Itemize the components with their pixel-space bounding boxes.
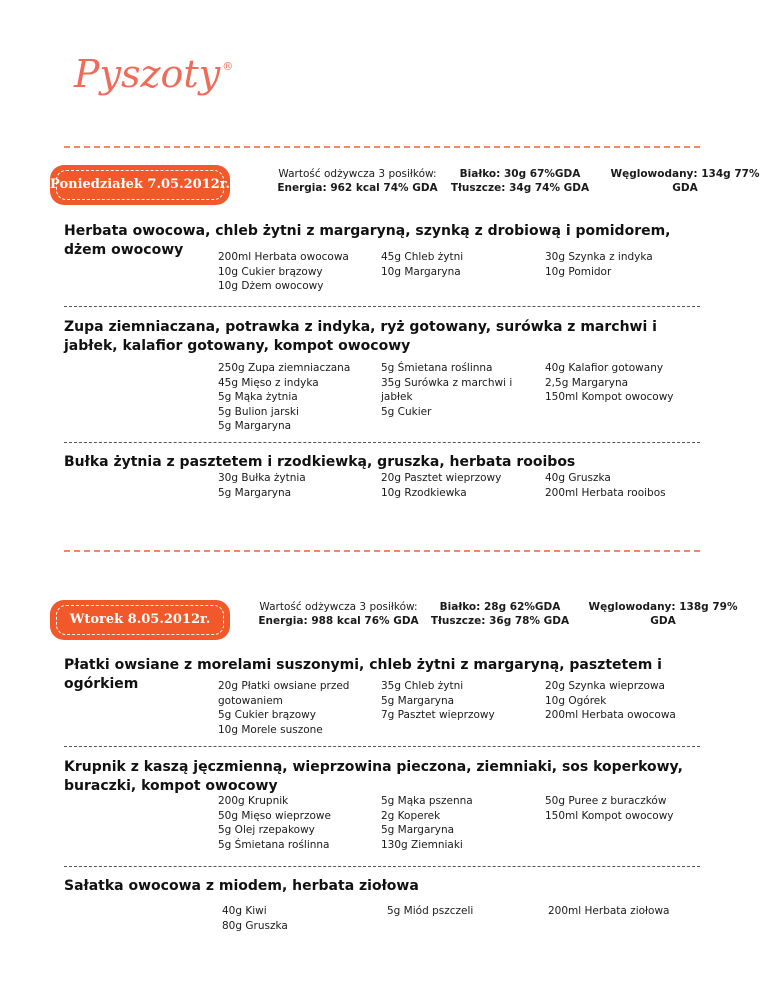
day-badge-monday: Poniedziałek 7.05.2012r. [50, 165, 230, 205]
meal-title: Krupnik z kaszą jęczmienną, wieprzowina pieczona, ziemniaki, sos koperkowy, buraczki, kompot owocowy [64, 759, 683, 794]
ingredient-item: 40g Gruszka [545, 472, 611, 484]
ingredient-item: 200g Krupnik [218, 795, 289, 807]
ingredient-item: 5g Mąka pszenna [381, 795, 473, 807]
ingredients-col-3 [545, 679, 685, 723]
meal-divider [64, 866, 700, 867]
ingredient-item: 45g Mięso z indyka [218, 376, 319, 389]
ingredients-col-2 [381, 471, 521, 500]
ingredient-item: 130g Ziemniaki [381, 838, 463, 851]
meal-title: Sałatka owocowa z miodem, herbata ziołowa [64, 878, 419, 894]
day-badge-tuesday: Wtorek 8.05.2012r. [50, 600, 230, 640]
ingredient-item: 5g Cukier brązowy [218, 709, 316, 721]
ingredient-item: 5g Cukier [381, 405, 432, 418]
nutrition-energy: Wartość odżywcza 3 posiłków: Energia: 988 kcal 76% GDA [258, 601, 419, 627]
ingredient-item: 40g Kiwi [222, 905, 267, 917]
ingredient-item: 30g Bułka żytnia [218, 472, 306, 484]
ingredients-col-3 [548, 904, 688, 919]
ingredient-item: 5g Miód pszczeli [387, 905, 474, 917]
ingredient-item: 250g Zupa ziemniaczana [218, 362, 351, 374]
ingredient-item: 20g Szynka wieprzowa [545, 680, 665, 692]
ingredients-col-2 [381, 250, 521, 279]
ingredient-item: 10g Pomidor [545, 265, 612, 278]
ingredients-col-2 [381, 361, 521, 419]
ingredient-item: 5g Margaryna [218, 420, 292, 432]
ingredient-item: 7g Pasztet wieprzowy [381, 709, 495, 721]
ingredient-item: 35g Surówka z marchwi i jabłek [381, 376, 513, 403]
ingredients-col-1 [218, 679, 358, 737]
ingredients-col-2 [387, 904, 527, 919]
ingredient-item: 45g Chleb żytni [381, 251, 464, 263]
section-divider [64, 146, 700, 148]
meal-title: Płatki owsiane z morelami suszonymi, chleb żytni z margaryną, pasztetem i ogórkiem [64, 657, 662, 692]
ingredient-item: 20g Pasztet wieprzowy [381, 472, 502, 484]
ingredients-col-1 [218, 361, 358, 434]
meal-title: Zupa ziemniaczana, potrawka z indyka, ryż gotowany, surówka z marchwi i jabłek, kalafior gotowany, kompot owocowy [64, 319, 657, 354]
ingredient-item: 200ml Herbata owocowa [545, 709, 676, 721]
meal-snack [64, 453, 704, 472]
nutrition-carbs: Węglowodany: 134g 77% GDA [610, 168, 760, 194]
ingredient-item: 5g Margaryna [381, 694, 455, 707]
ingredient-item: 10g Morele suszone [218, 723, 323, 736]
meal-divider [64, 306, 700, 307]
ingredient-item: 10g Rzodkiewka [381, 486, 467, 499]
ingredient-item: 5g Śmietana roślinna [218, 838, 330, 851]
meal-title: Bułka żytnia z pasztetem i rzodkiewką, gruszka, herbata rooibos [64, 454, 576, 470]
ingredients-col-3 [545, 471, 685, 500]
ingredients-col-3 [545, 794, 685, 823]
ingredient-item: 150ml Kompot owocowy [545, 809, 674, 822]
ingredients-col-3 [545, 361, 685, 405]
ingredient-item: 2,5g Margaryna [545, 376, 629, 389]
ingredients-col-1 [218, 794, 358, 852]
ingredient-item: 5g Margaryna [218, 486, 292, 499]
ingredient-item: 10g Dżem owocowy [218, 280, 324, 292]
ingredient-item: 5g Bulion jarski [218, 405, 299, 418]
ingredient-item: 35g Chleb żytni [381, 680, 464, 692]
ingredient-item: 200ml Herbata owocowa [218, 251, 349, 263]
ingredients-col-1 [222, 904, 362, 933]
ingredient-item: 40g Kalafior gotowany [545, 362, 664, 374]
meal-title: Herbata owocowa, chleb żytni z margaryną, szynką z drobiową i pomidorem, dżem owocowy [64, 223, 671, 258]
ingredient-item: 50g Puree z buraczków [545, 795, 667, 807]
ingredients-col-2 [381, 794, 521, 852]
ingredient-item: 5g Margaryna [381, 824, 455, 836]
ingredient-item: 5g Śmietana roślinna [381, 362, 493, 374]
ingredient-item: 10g Ogórek [545, 694, 607, 707]
ingredient-item: 2g Koperek [381, 809, 441, 822]
ingredient-item: 30g Szynka z indyka [545, 251, 653, 263]
meal-snack [64, 877, 704, 896]
meal-divider [64, 442, 700, 443]
nutrition-carbs: Węglowodany: 138g 79% GDA [588, 601, 738, 627]
nutrition-protein-fat: Białko: 30g 67%GDA Tłuszcze: 34g 74% GDA [450, 168, 590, 194]
ingredient-item: 200ml Herbata rooibos [545, 486, 666, 499]
brand-logo: Pyszoty ® [74, 52, 234, 96]
ingredient-item: 20g Płatki owsiane przed gotowaniem [218, 680, 350, 707]
ingredient-item: 150ml Kompot owocowy [545, 391, 674, 403]
ingredient-item: 50g Mięso wieprzowe [218, 809, 331, 822]
ingredients-col-1 [218, 250, 358, 294]
ingredient-item: 10g Margaryna [381, 265, 461, 278]
section-divider [64, 550, 700, 552]
meal-lunch [64, 758, 704, 796]
ingredients-col-2 [381, 679, 521, 723]
ingredient-item: 200ml Herbata ziołowa [548, 905, 670, 917]
ingredient-item: 80g Gruszka [222, 919, 288, 932]
ingredients-col-1 [218, 471, 358, 500]
ingredient-item: 5g Mąka żytnia [218, 391, 298, 403]
nutrition-protein-fat: Białko: 28g 62%GDA Tłuszcze: 36g 78% GDA [430, 601, 570, 627]
ingredient-item: 10g Cukier brązowy [218, 265, 323, 278]
nutrition-energy: Wartość odżywcza 3 posiłków: Energia: 962 kcal 74% GDA [277, 168, 438, 194]
meal-lunch [64, 318, 704, 356]
ingredients-col-3 [545, 250, 685, 279]
ingredient-item: 5g Olej rzepakowy [218, 824, 315, 836]
meal-divider [64, 746, 700, 747]
